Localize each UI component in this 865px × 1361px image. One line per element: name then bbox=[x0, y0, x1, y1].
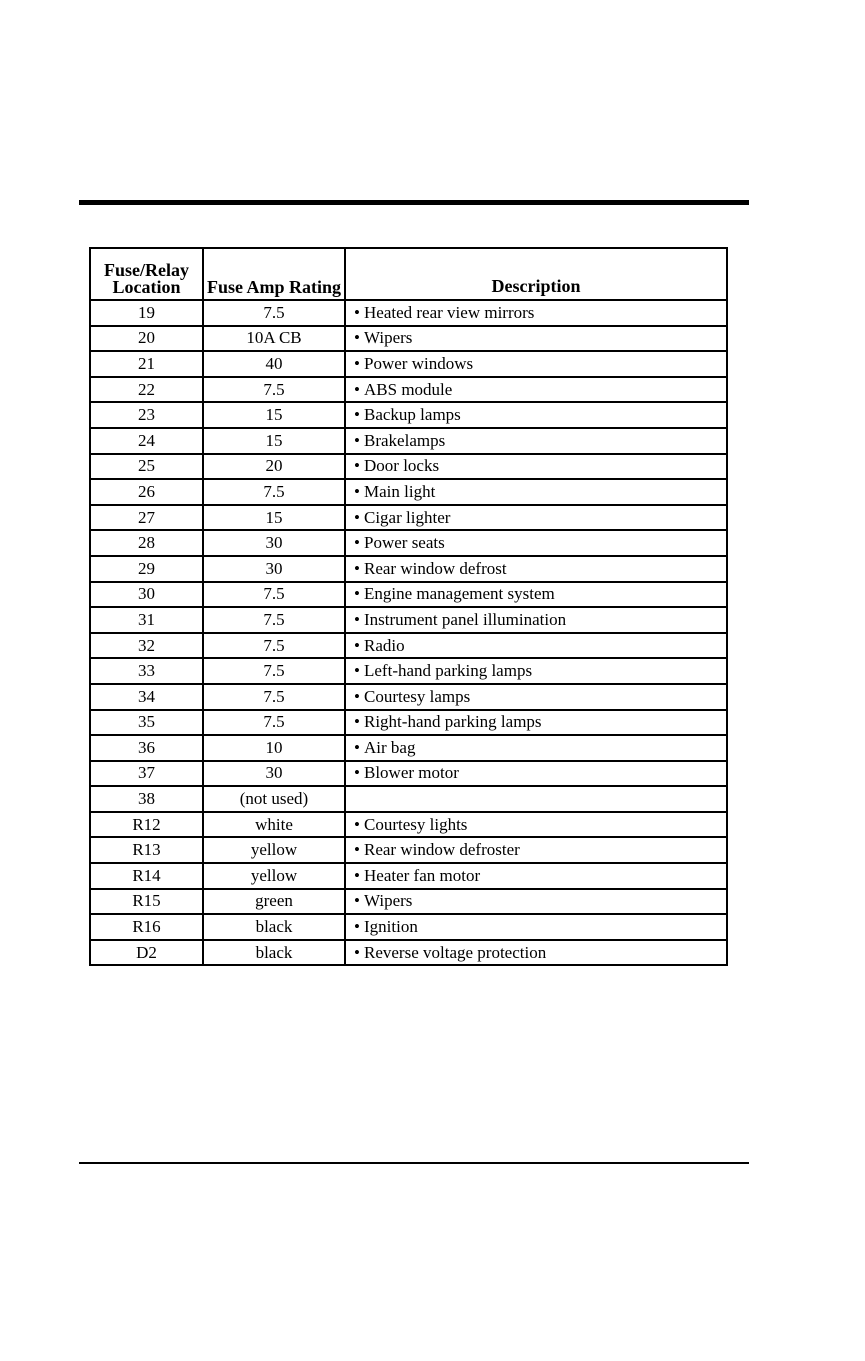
fuse-rating: 30 bbox=[203, 761, 345, 787]
fuse-description: Reverse voltage protection bbox=[364, 942, 547, 962]
bullet-icon: • bbox=[354, 533, 360, 553]
header-rule bbox=[79, 200, 749, 205]
bullet-icon: • bbox=[354, 917, 360, 937]
fuse-description: Engine management system bbox=[364, 584, 555, 604]
fuse-description: Ignition bbox=[364, 917, 418, 937]
table-row bbox=[90, 684, 727, 710]
table-row bbox=[90, 326, 727, 352]
fuse-location: R12 bbox=[90, 812, 203, 838]
fuse-description: Blower motor bbox=[364, 763, 459, 783]
fuse-description-cell bbox=[345, 556, 727, 582]
fuse-description: Door locks bbox=[364, 456, 440, 476]
fuse-location: D2 bbox=[90, 940, 203, 966]
table-header-row bbox=[90, 248, 727, 300]
fuse-description-cell bbox=[345, 402, 727, 428]
fuse-location: 29 bbox=[90, 556, 203, 582]
bullet-icon: • bbox=[354, 635, 360, 655]
bullet-icon: • bbox=[354, 942, 360, 962]
fuse-description-cell bbox=[345, 479, 727, 505]
fuse-location: 37 bbox=[90, 761, 203, 787]
table-row bbox=[90, 607, 727, 633]
fuse-rating: 7.5 bbox=[203, 633, 345, 659]
fuse-location: 34 bbox=[90, 684, 203, 710]
table-row bbox=[90, 914, 727, 940]
fuse-location: R14 bbox=[90, 863, 203, 889]
fuse-location: 32 bbox=[90, 633, 203, 659]
table-row bbox=[90, 428, 727, 454]
fuse-rating: yellow bbox=[203, 837, 345, 863]
fuse-description-cell bbox=[345, 761, 727, 787]
bullet-icon: • bbox=[354, 302, 360, 322]
bullet-icon: • bbox=[354, 661, 360, 681]
bullet-icon: • bbox=[354, 865, 360, 885]
fuse-description: Cigar lighter bbox=[364, 507, 451, 527]
table-row bbox=[90, 735, 727, 761]
fuse-location: 22 bbox=[90, 377, 203, 403]
table-row bbox=[90, 351, 727, 377]
bullet-icon: • bbox=[354, 379, 360, 399]
table-row bbox=[90, 837, 727, 863]
fuse-description: Right-hand parking lamps bbox=[364, 712, 542, 732]
fuse-description-cell bbox=[345, 377, 727, 403]
table-row bbox=[90, 454, 727, 480]
table-row bbox=[90, 658, 727, 684]
fuse-location: R16 bbox=[90, 914, 203, 940]
bullet-icon: • bbox=[354, 353, 360, 373]
fuse-description-cell bbox=[345, 300, 727, 326]
fuse-description: Wipers bbox=[364, 328, 413, 348]
fuse-description: ABS module bbox=[364, 379, 453, 399]
fuse-location: 30 bbox=[90, 582, 203, 608]
fuse-location: 23 bbox=[90, 402, 203, 428]
fuse-description-cell bbox=[345, 351, 727, 377]
fuse-description: Courtesy lamps bbox=[364, 686, 471, 706]
bullet-icon: • bbox=[354, 712, 360, 732]
fuse-rating: 10A CB bbox=[203, 326, 345, 352]
fuse-description: Power windows bbox=[364, 353, 474, 373]
fuse-location: 24 bbox=[90, 428, 203, 454]
fuse-description-cell bbox=[345, 505, 727, 531]
bullet-icon: • bbox=[354, 507, 360, 527]
fuse-description: Left-hand parking lamps bbox=[364, 661, 533, 681]
table-body bbox=[90, 300, 727, 965]
fuse-location: R13 bbox=[90, 837, 203, 863]
header-description: Description bbox=[345, 248, 727, 300]
table-row bbox=[90, 812, 727, 838]
fuse-description-cell bbox=[345, 684, 727, 710]
fuse-description-cell bbox=[345, 326, 727, 352]
fuse-description-cell bbox=[345, 710, 727, 736]
fuse-rating: black bbox=[203, 914, 345, 940]
fuse-rating: 10 bbox=[203, 735, 345, 761]
fuse-location: 26 bbox=[90, 479, 203, 505]
fuse-rating: white bbox=[203, 812, 345, 838]
fuse-rating: 15 bbox=[203, 505, 345, 531]
bullet-icon: • bbox=[354, 763, 360, 783]
fuse-rating: 7.5 bbox=[203, 658, 345, 684]
fuse-rating: 15 bbox=[203, 428, 345, 454]
fuse-description: Radio bbox=[364, 635, 405, 655]
fuse-description-cell bbox=[345, 582, 727, 608]
table-row bbox=[90, 582, 727, 608]
table-row bbox=[90, 377, 727, 403]
bullet-icon: • bbox=[354, 405, 360, 425]
fuse-rating: 30 bbox=[203, 530, 345, 556]
table-row bbox=[90, 479, 727, 505]
fuse-rating: 7.5 bbox=[203, 607, 345, 633]
fuse-description: Rear window defrost bbox=[364, 558, 507, 578]
fuse-rating: 30 bbox=[203, 556, 345, 582]
fuse-description-cell bbox=[345, 940, 727, 966]
fuse-description: Brakelamps bbox=[364, 430, 446, 450]
table-row bbox=[90, 530, 727, 556]
fuse-location: 33 bbox=[90, 658, 203, 684]
fuse-location: 27 bbox=[90, 505, 203, 531]
fuse-location: 38 bbox=[90, 786, 203, 812]
table-row bbox=[90, 402, 727, 428]
table-row bbox=[90, 505, 727, 531]
fuse-rating: black bbox=[203, 940, 345, 966]
fuse-description-cell bbox=[345, 786, 727, 812]
fuse-description: Heater fan motor bbox=[364, 865, 481, 885]
table-row bbox=[90, 940, 727, 966]
fuse-description-cell bbox=[345, 837, 727, 863]
fuse-rating: 40 bbox=[203, 351, 345, 377]
fuse-location: 35 bbox=[90, 710, 203, 736]
fuse-description: Backup lamps bbox=[364, 405, 461, 425]
table-row bbox=[90, 761, 727, 787]
fuse-description-cell bbox=[345, 428, 727, 454]
fuse-description: Wipers bbox=[364, 891, 413, 911]
bullet-icon: • bbox=[354, 328, 360, 348]
fuse-rating: 7.5 bbox=[203, 300, 345, 326]
fuse-description-cell bbox=[345, 658, 727, 684]
fuse-description: Heated rear view mirrors bbox=[364, 302, 535, 322]
fuse-location: 28 bbox=[90, 530, 203, 556]
fuse-rating: yellow bbox=[203, 863, 345, 889]
fuse-rating: 15 bbox=[203, 402, 345, 428]
fuse-rating: 7.5 bbox=[203, 377, 345, 403]
fuse-description: Rear window defroster bbox=[364, 840, 520, 860]
fuse-rating: 7.5 bbox=[203, 684, 345, 710]
fuse-description-cell bbox=[345, 633, 727, 659]
bullet-icon: • bbox=[354, 891, 360, 911]
fuse-location: 20 bbox=[90, 326, 203, 352]
bullet-icon: • bbox=[354, 558, 360, 578]
fuse-description-cell bbox=[345, 914, 727, 940]
fuse-description: Air bag bbox=[364, 737, 416, 757]
bullet-icon: • bbox=[354, 481, 360, 501]
table-row bbox=[90, 786, 727, 812]
footer-rule bbox=[79, 1162, 749, 1164]
fuse-description-cell bbox=[345, 454, 727, 480]
bullet-icon: • bbox=[354, 737, 360, 757]
bullet-icon: • bbox=[354, 430, 360, 450]
table-row bbox=[90, 633, 727, 659]
fuse-location: 31 bbox=[90, 607, 203, 633]
fuse-description: Courtesy lights bbox=[364, 814, 468, 834]
fuse-description-cell bbox=[345, 889, 727, 915]
fuse-location: 25 bbox=[90, 454, 203, 480]
table-row bbox=[90, 863, 727, 889]
bullet-icon: • bbox=[354, 609, 360, 629]
fuse-location: R15 bbox=[90, 889, 203, 915]
fuse-description: Main light bbox=[364, 481, 436, 501]
bullet-icon: • bbox=[354, 584, 360, 604]
table-row bbox=[90, 710, 727, 736]
fuse-rating: 7.5 bbox=[203, 582, 345, 608]
fuse-table bbox=[89, 247, 728, 966]
fuse-description-cell bbox=[345, 530, 727, 556]
bullet-icon: • bbox=[354, 686, 360, 706]
fuse-rating: 20 bbox=[203, 454, 345, 480]
fuse-rating: 7.5 bbox=[203, 479, 345, 505]
table-row bbox=[90, 300, 727, 326]
table-row bbox=[90, 889, 727, 915]
fuse-description: Instrument panel illumination bbox=[364, 609, 567, 629]
header-location: Fuse/Relay Location bbox=[90, 248, 203, 300]
bullet-icon: • bbox=[354, 840, 360, 860]
fuse-description-cell bbox=[345, 735, 727, 761]
fuse-description-cell bbox=[345, 863, 727, 889]
fuse-location: 36 bbox=[90, 735, 203, 761]
fuse-location: 21 bbox=[90, 351, 203, 377]
header-rating: Fuse Amp Rating bbox=[203, 248, 345, 300]
fuse-description: Power seats bbox=[364, 533, 445, 553]
bullet-icon: • bbox=[354, 814, 360, 834]
fuse-rating: 7.5 bbox=[203, 710, 345, 736]
bullet-icon: • bbox=[354, 456, 360, 476]
fuse-description-cell bbox=[345, 812, 727, 838]
table-row bbox=[90, 556, 727, 582]
fuse-location: 19 bbox=[90, 300, 203, 326]
fuse-rating: green bbox=[203, 889, 345, 915]
fuse-description-cell bbox=[345, 607, 727, 633]
fuse-rating: (not used) bbox=[203, 786, 345, 812]
